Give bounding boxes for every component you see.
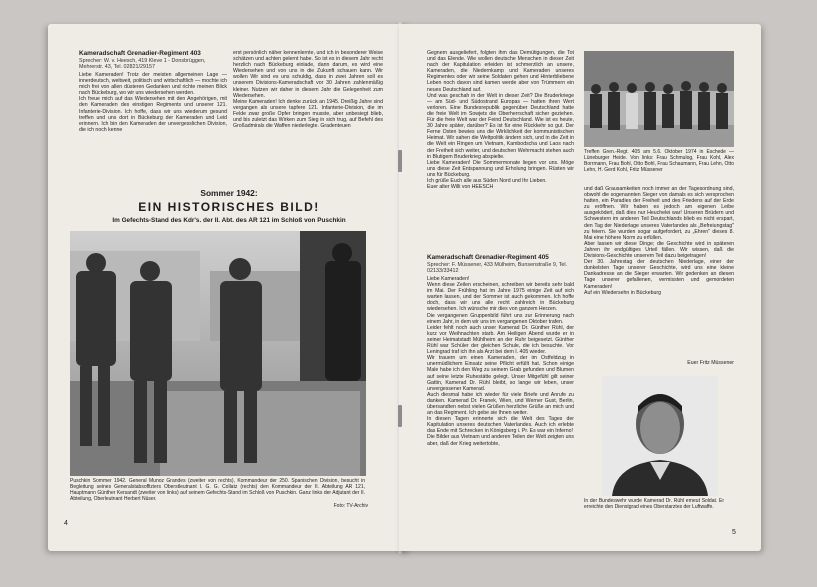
right-page: [399, 24, 761, 551]
headline-year: Sommer 1942:: [200, 188, 258, 198]
portrait-photo: [602, 376, 718, 496]
headline-subline: Im Gefechts-Stand des Kdr's. der II. Abt. des AR 121 im Schloß von Puschkin: [112, 217, 346, 224]
headline: EIN HISTORISCHES BILD!: [138, 200, 320, 214]
left-col1-heading: Kameradschaft Grenadier-Regiment 403: [79, 50, 201, 57]
right-col1-body: Gegnern ausgeliefert, folgten ihm das Demütigungen, die Tot und das Elende. Wie wollen deutsche Menschen in dieser Zeit nach der Kapitulation erleiden ist schmerzlich an unsere, Kameraden, die Niedernkamp und Kameraden unseres Regimentes oder wir seine Soldaten gehen und Hinterbliebene Leben noch davon sind kamen werde aber von Trümmern ein neues Deutschland auf. Und was geschah in der Welt in dieser Zeit? Die Bruderkriege — am Süd- und Südostrand Europas — hatten ihren Wert verloren. Eine Bundesrepublik gegenüber Deutschland hatte die freie Welt im Sowjets die Oberherrschaft sicher geziehen. Für die freie Welt war der Feind Deutschland. Wie ist es heute, 30 Jahre später, darüber? Es ist für eine Rückkehr so gut. Der Ferne Osten bewies uns die Wirklichkeit der kommunistischen Heimat. Wir sahen die Weltpolitik ändern sich, und in die Zeit in die Welt ein Ringen um Vietnam, Kambodscha und Laos nach der Freiheit sich weiter, und deutschen Wehrmacht stehen auch in Blutigem Bruderkrieg abspielte. Liebe Kameraden! Die Sommermonate liegen vor uns. Möge uns diese Zeit Entspannung und Erholung bringen. Rüsten wir uns für Bückeburg. Ich grüße Euch alle aus Süden Nord und Ihr Lieben. Euer alter Willi von HEESCH: [427, 50, 574, 191]
left-page: [48, 24, 410, 551]
group-photo-caption: Treffen Gren.-Regt. 405 am 5.6. Oktober 1974 in Eschede — Lüneburger Heide. Von links: Frau Schmulog, Frau Kohl, Alex Borrmann, Frau Bohl, Otto Bohl, Frau Schaumann, Frau Lehn, Otto Lehn, H. Gerd Kohl, Fritz Müssener: [584, 149, 734, 173]
right-col1-contact: Sprecher: F. Müssener, 433 Mülheim, Bunsenstraße 9, Tel. 02133/33412: [427, 262, 568, 274]
staple-top: [398, 150, 402, 172]
group-photo: [584, 51, 734, 147]
historic-photo-caption: Puschkin Sommer 1942. General Munoz Grandes (zweiter von rechts), Kommandeur der 250. Spanischen Division, besucht in Begleitung seines Generalstabsoffiziers Oberstleutnant I. G. G. Collatz (rechts) den Kommandeur der II. Abteilung AR 121, Hauptmann Günther Kersandt (zweiter von links) auf seinem Gefechts-Stand im Schloß von Puschkin. Ganz links der Adjutant der II. Abteilung, Oberleutnant Herbert Nüser.: [70, 478, 365, 502]
left-col1-contact: Sprecher: W. v. Heesch, 419 Kleve 1 - Donsbrüggen, Mehrerstr. 43, Tel. 02821/29157: [79, 58, 206, 70]
historic-photo: [70, 231, 366, 476]
right-col1-body2: Liebe Kameraden! Wenn diese Zeilen erscheinen, schreiben wir bereits sehr bald im Mai. Der Frühling hat im Jahre 1975 einige Zeit auf sich warten lassen, und der Sommer ist auch gekommen. Ich hoffe doch, dass wir uns alle recht zahlreich in Bückeburg wiedersehen. Ich wünsche mir dies von ganzem Herzen. Die vergangenen Gruppenbild führt uns zur Erinnerung nach einem Jahr, in dem wir uns im vergangenen Oktober trafen. Leider fehlt noch auch unser Kamerad Dr. Günther Rühl, der kurz vor Weihnachten starb. Am Heiligen Abend wurde er in seiner Heimatstadt Mühlheim an der Ruhr beigesetzt. Günther Rühl war Schüler der gleichen Schule, die ich besuchte. Vor Leningrad traf ich ihn als Arzt bei dem I. 405 wieder. Wir trauern um einen Kameraden, der im Ostfeldzug in unermüdlichem Einsatz seine Pflicht erfüllt hat. Schon einige Male habe ich den Weg zu seinem Grab gefunden und Blumen auf seine letzte Ruhestätte gelegt. Unser Mitgefühl gilt seiner Gattin, Kamerad Dr. Rühl bleibt, so lange wir leben, unser unvergessener Kamerad. Auch diesmal habe ich wieder für viele Briefe und Anrufe zu danken. Kamerad Dr. Franek, Wien, und Werner Gust, Berlin, übersandten nebst vielen Grüßen herzliche Grüße an mich und an das Regiment. Ich gebe sie Ihnen weiter. In diesen Tagen erinnerte sich die Welt des Tages der Kapitulation unseres deutschen Vaterlandes. Auch ich erlebte das Ende mit Schrecken in Königsberg i. Pr. Es war ein Inferno! Die Bilder aus Vietnam und anderen Teilen der Welt zeigten uns aber, daß der Krieg weitertobte,: [427, 276, 574, 447]
portrait-caption: In der Bundeswehr wurde Kamerad Dr. Rühl erneut Soldat. Er erreichte den Dienstgrad eines Oberstarztes der Luftwaffe.: [584, 498, 724, 510]
photo-credit: Foto: TV-Archiv: [333, 503, 368, 509]
left-col2-body: erst persönlich näher kennenlernte, und ich in besonderer Weise schätzen und achten gelernt habe. So ist es in diesem Jahr recht herzlich nach Bückeburg einlade, dann darum, es wird eine Wiedersehen und von uns in die Zukunft schauen kann. Wir wollen Wir sind es uns schuldig, dass in zwei Jahren soll es unserem Divisions-Kameradschaft vor 30 Jahren zahlenmäßig kleiner. Nutzen wir daher in diesem Jahr die Gelegenheit zum Wiedersehen. Meine Kameraden! Ich denke zurück an 1945. Dreißig Jahre sind vergangen als unsere tapfere 121. Infanterie-Division, die im Felde zwar große Opfer bringen musste, aber unbesiegt blieb, und bis zuletzt das Wirken zum Sieg in sich trug, auf Befehl des Großadmirals die Waffen niederlegte. Gradenteuen: [233, 50, 383, 130]
right-col1-heading: Kameradschaft Grenadier-Regiment 405: [427, 254, 549, 261]
page-number-left: 4: [64, 520, 68, 527]
right-col2-signoff: Euer Fritz Müssener: [687, 360, 734, 366]
left-col1-body: Liebe Kameraden! Trotz der meisten allgemeinen Lage — innerdeutsch, weltweit, politisch und wirtschaftlich — mochte ich mich frei von allen düsteren Gedanken und richte meinen Blick nach Bückeburg, wo wir uns wiedersehen werden. Ich freue mich auf das Wiedersehen mit den Angehörigen, mit den Kameraden des einstigen Regiments und unserer 121. Infanterie-Division. Ich hoffe, dass wir uns wiederum gesund treffen und uns dort in Bückeburg der Kameraden und Leid erinnern. Ich bin den Kameraden der unvergesslichen Division, die ich noch kenne: [79, 72, 227, 133]
staple-bottom: [398, 405, 402, 427]
page-number-right: 5: [732, 529, 736, 536]
right-col2-body: und daß Grausamkeiten noch immer an der Tagesordnung sind, obwohl die sogenannten Sieger von damals es sich versprochen hatten, ein Paradies der Freiheit und des Friedens auf der Erde zu eröffnen. Wir haben es jedoch am eigenen Leibe ausgeködert, daß dies nur Heuchelei war! Unseren Brüdern und Schwestern im anderen Teil Deutschlands blieb es nicht erspart, den Tag der Niederlage unseres Vaterlandes als „Befreiungstag" zu feiern. Sie wurden sogar aufgefordert, zu „Ehren" dieses 8. Mai eine höhere Norm zu erfüllen. Aber lassen wir diese Dinge; die Geschichte wird in späteren Jahren ihr endgültiges Urteil fällen. Wir wissen, daß die Divisions-Geschichte unserem Teil dazu beigetragen! Der 30. Jahrestag der deutschen Niederlage, einer der dunkelsten Tage unserer Geschichte, wird uns eine kleine Dankadresse an die Sieger erwarten. Wir gedenken an diesen Tage unserer gefallenen, vermissten und gemordeten Kameraden! Auf ein Wiedersehn in Bückeburg: [584, 186, 734, 296]
